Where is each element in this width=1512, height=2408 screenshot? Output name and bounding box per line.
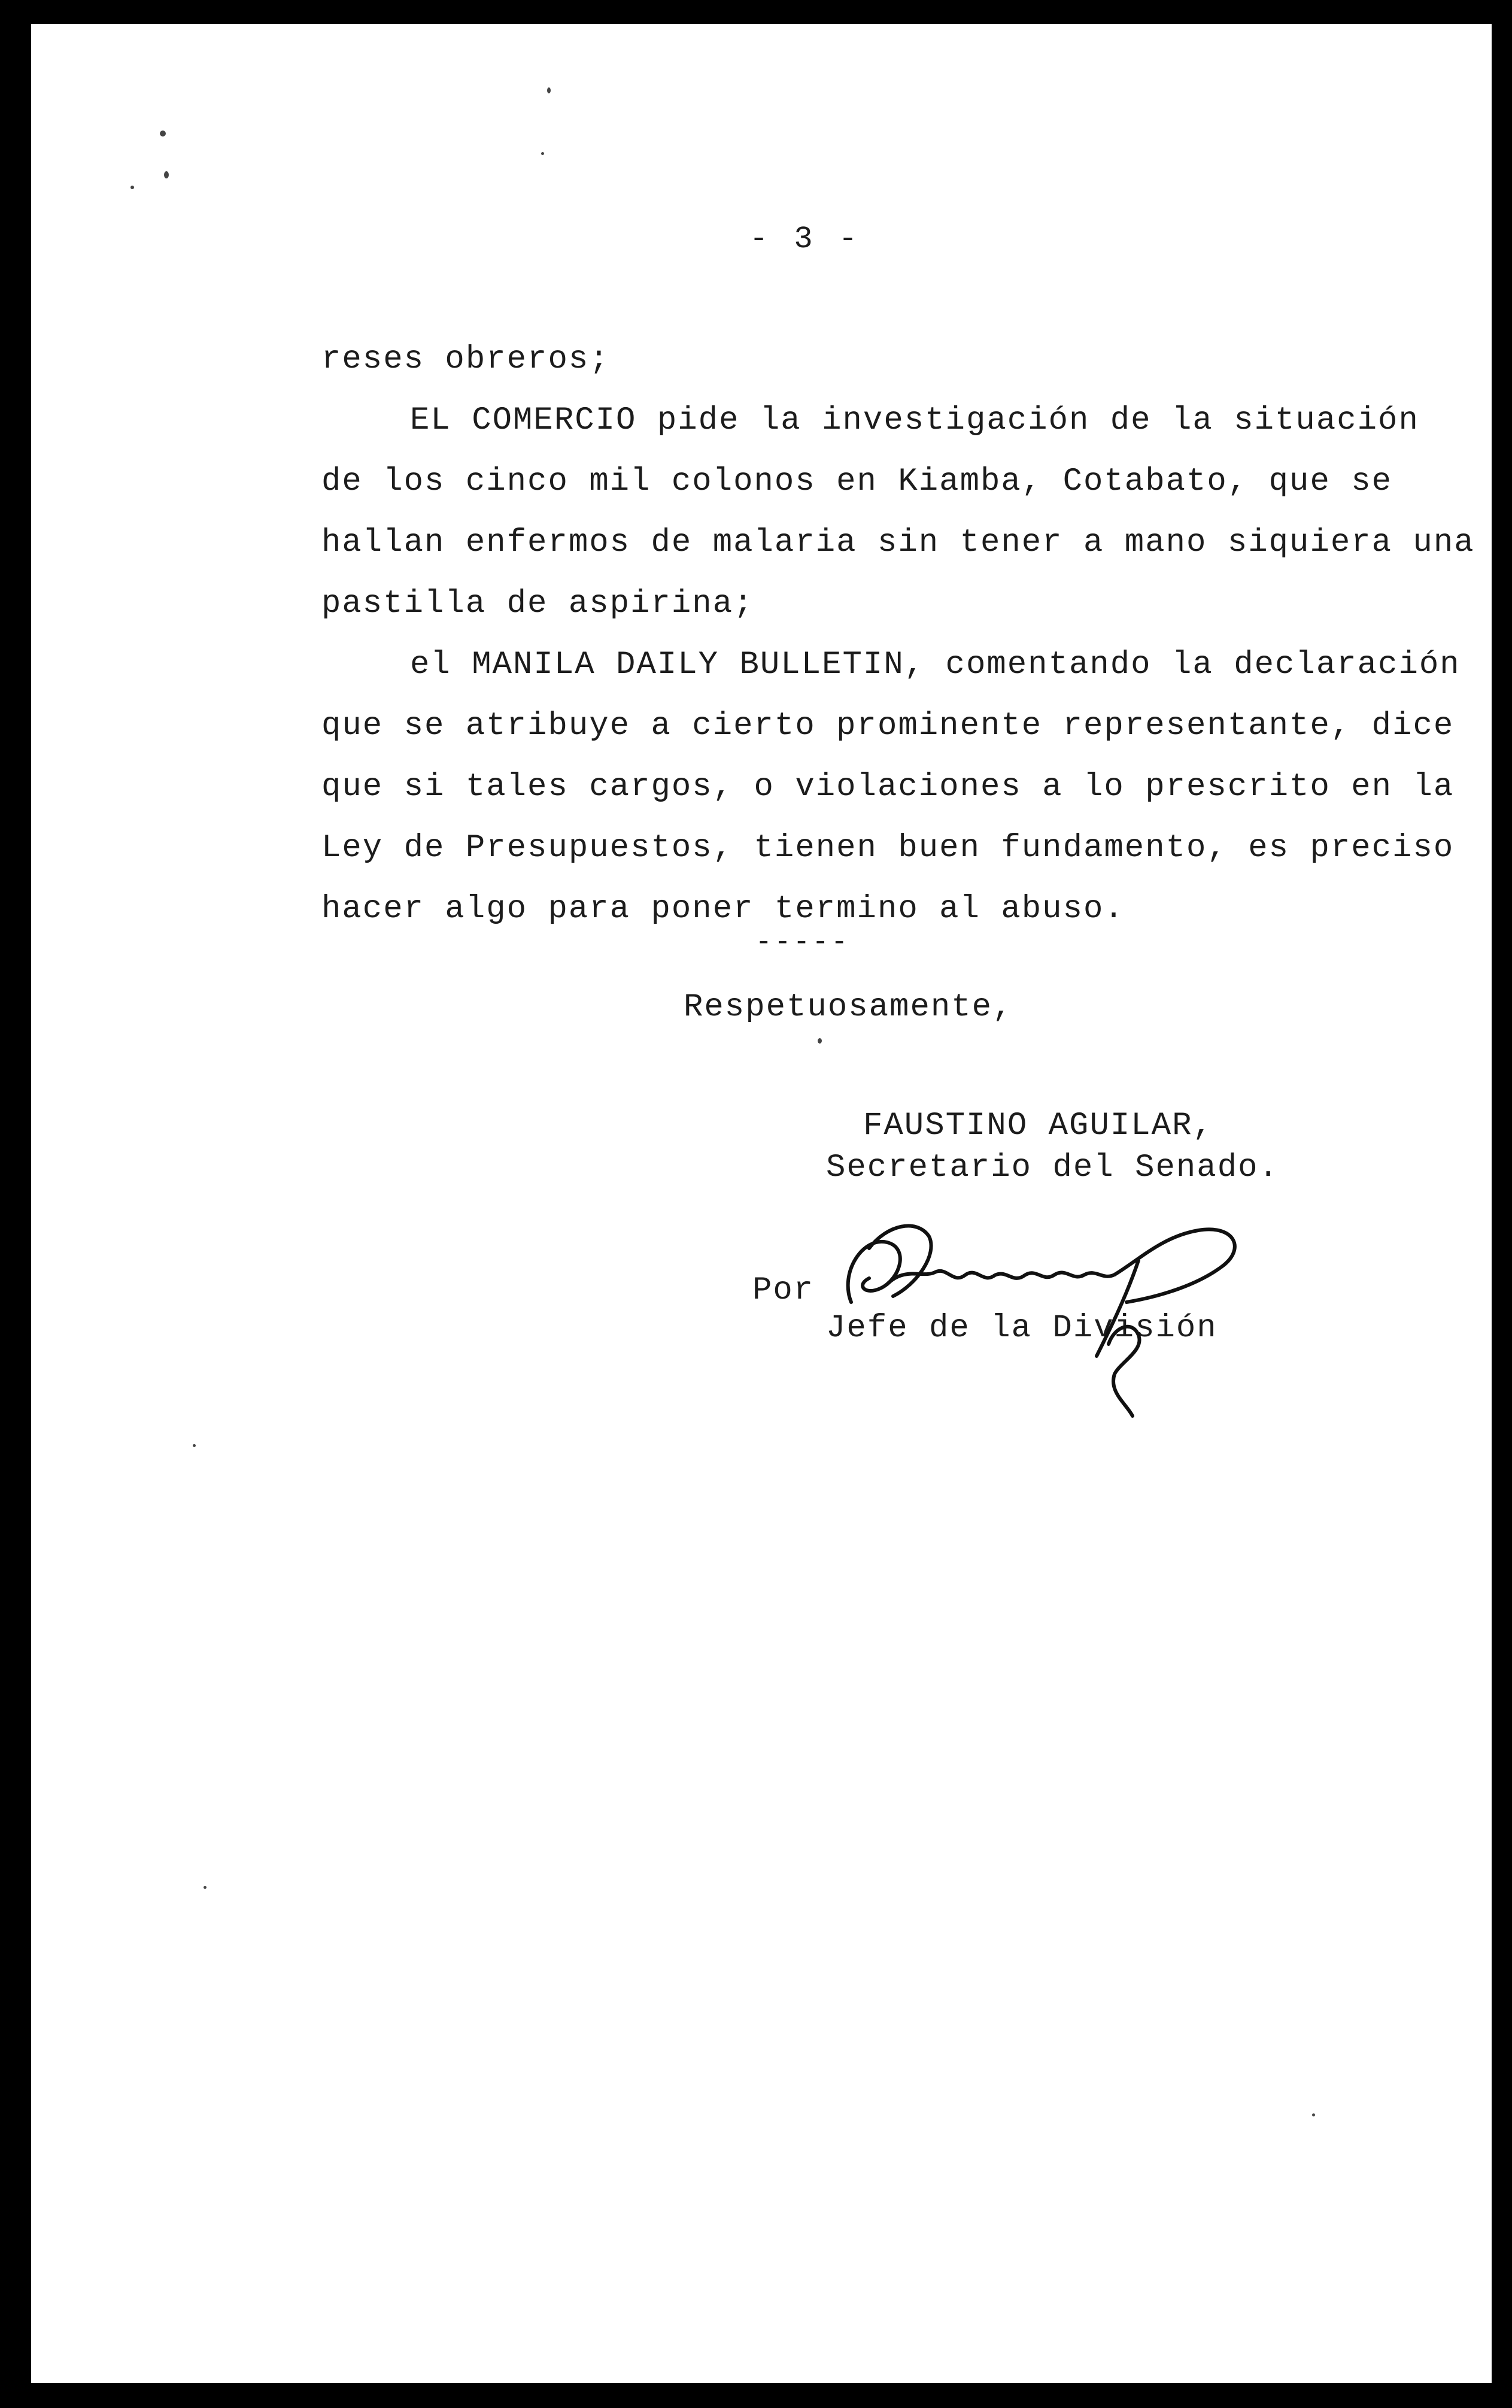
body-line: que se atribuye a cierto prominente representante, dice (321, 708, 1455, 744)
por-label: Por (752, 1272, 815, 1309)
page-number: - 3 - (749, 222, 861, 257)
delegate-title: Jefe de la División (826, 1310, 1218, 1346)
body-line: reses obreros; (321, 341, 610, 378)
paper-speck (193, 1444, 196, 1447)
paper-speck (204, 1886, 207, 1889)
signatory-name: FAUSTINO AGUILAR, (863, 1108, 1213, 1144)
separator-line: ----- (755, 927, 851, 958)
closing-salutation: Respetuosamente, (684, 989, 1013, 1026)
paper-speck (818, 1038, 822, 1044)
paper-speck (541, 152, 544, 155)
body-line: el MANILA DAILY BULLETIN, comentando la declaración (410, 647, 1461, 683)
body-line: de los cinco mil colonos en Kiamba, Cotabato, que se (321, 463, 1393, 500)
body-line: que si tales cargos, o violaciones a lo prescrito en la (321, 769, 1455, 805)
paper-speck (164, 171, 169, 178)
paper-speck (1312, 2113, 1315, 2116)
paper-speck (130, 186, 134, 189)
body-line: EL COMERCIO pide la investigación de la situación (410, 402, 1419, 439)
body-line: Ley de Presupuestos, tienen buen fundamento, es preciso (321, 830, 1455, 866)
paper-speck (160, 131, 166, 137)
body-line: pastilla de aspirina; (321, 586, 754, 622)
signatory-title: Secretario del Senado. (826, 1150, 1279, 1186)
handwritten-signature (827, 1212, 1246, 1440)
body-line: hallan enfermos de malaria sin tener a mano siquiera una (321, 524, 1475, 561)
document-page (31, 24, 1492, 2383)
paper-speck (547, 87, 551, 93)
body-line: hacer algo para poner termino al abuso. (321, 891, 1125, 927)
